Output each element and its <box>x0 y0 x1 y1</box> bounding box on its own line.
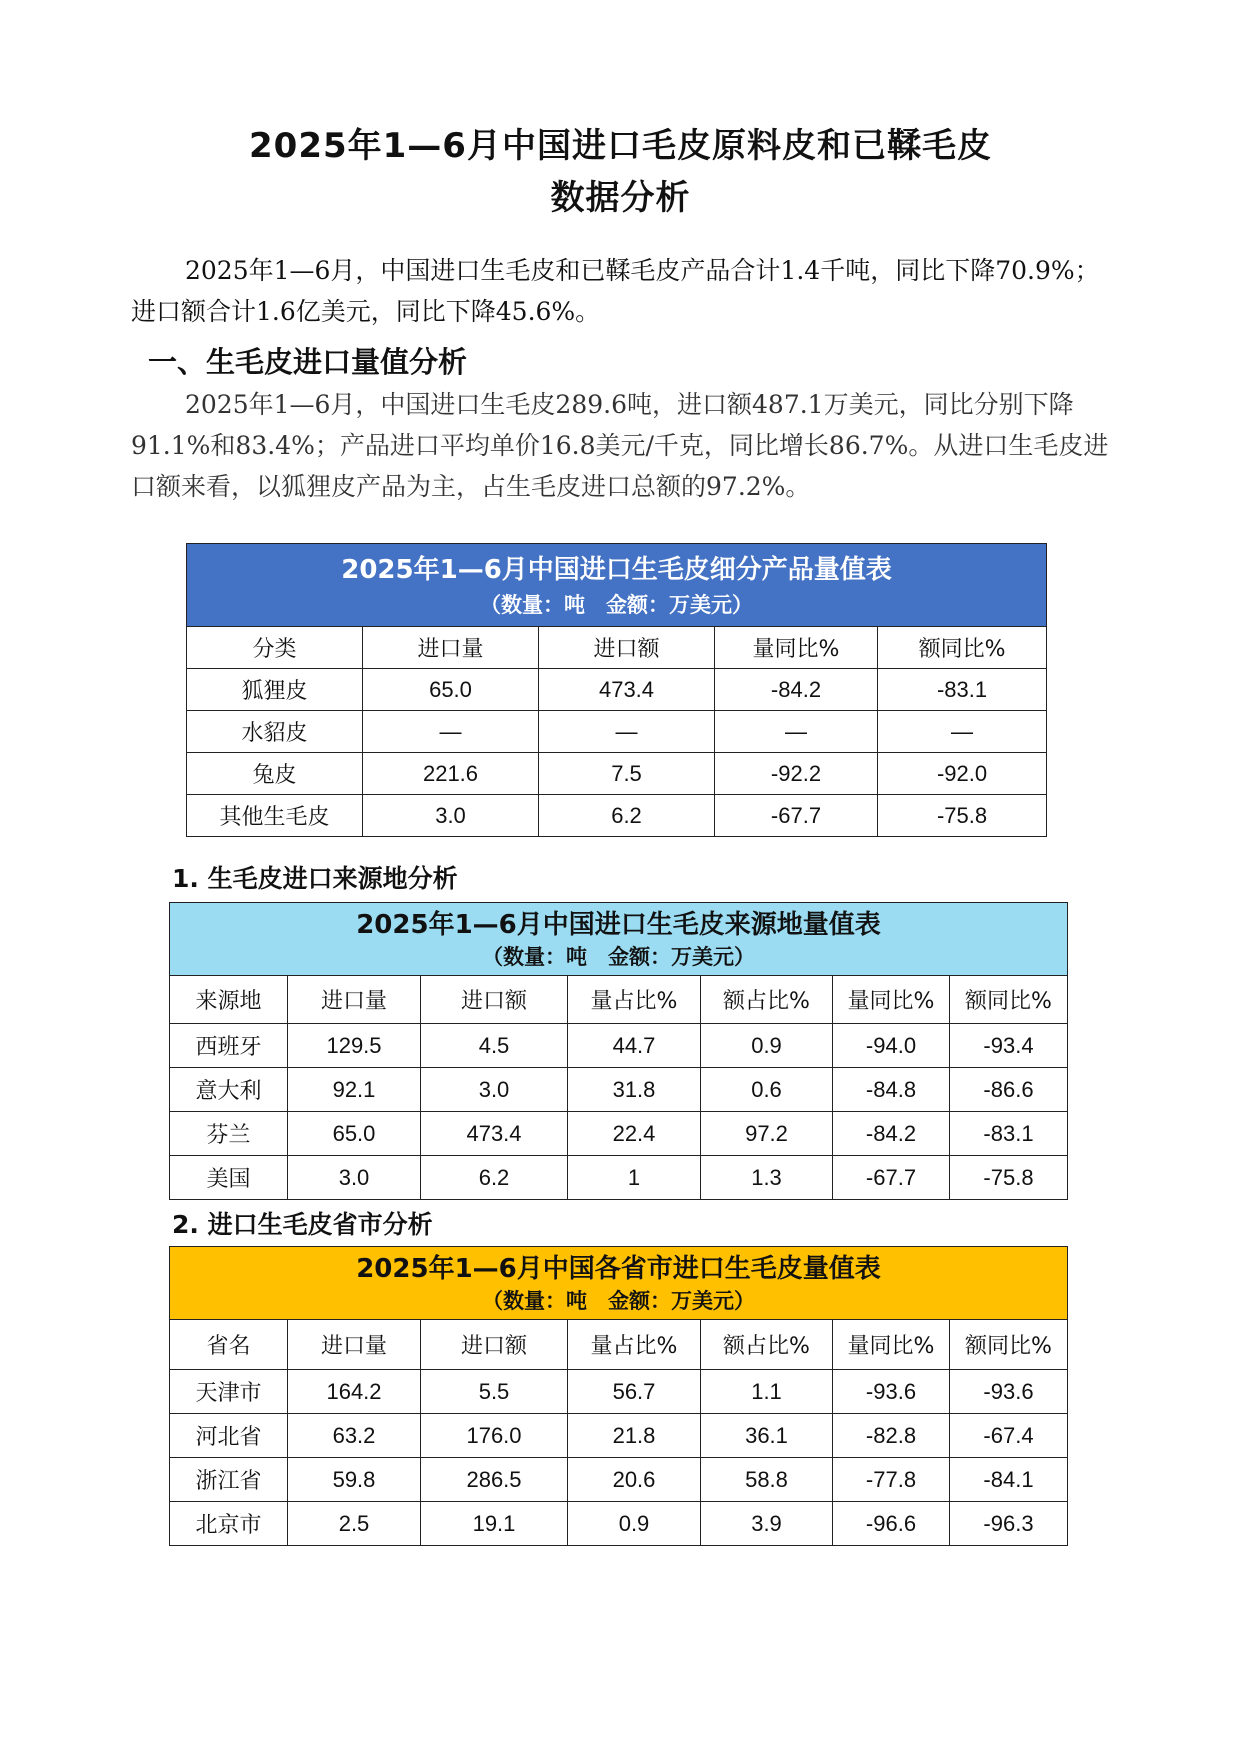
table-row <box>170 1370 1068 1414</box>
table1-header: 额同比% <box>878 627 1047 669</box>
table-row <box>187 753 1047 795</box>
table2-cell: -84.2 <box>833 1112 950 1156</box>
table-row <box>187 795 1047 837</box>
table2-cell: 美国 <box>170 1156 288 1200</box>
table3-cell: 2.5 <box>288 1502 421 1546</box>
table2-cell: 西班牙 <box>170 1024 288 1068</box>
table1-cell: — <box>363 711 539 753</box>
table3-cell: 59.8 <box>288 1458 421 1502</box>
table3-header: 额同比% <box>950 1320 1068 1370</box>
table2-caption <box>170 903 1068 976</box>
table1-cell: -83.1 <box>878 669 1047 711</box>
table1-subtitle: （数量：吨 金额：万美元） <box>480 593 754 617</box>
table1-header: 量同比% <box>715 627 878 669</box>
table-row <box>170 1112 1068 1156</box>
table2-cell: 97.2 <box>701 1112 833 1156</box>
table3-cell: 3.9 <box>701 1502 833 1546</box>
table3-cell: -93.6 <box>950 1370 1068 1414</box>
table2-cell: 129.5 <box>288 1024 421 1068</box>
table1-cell: 473.4 <box>539 669 715 711</box>
table3-cell: 浙江省 <box>170 1458 288 1502</box>
table3-cell: 河北省 <box>170 1414 288 1458</box>
table-row <box>170 1156 1068 1200</box>
table3-cell: -93.6 <box>833 1370 950 1414</box>
section1-heading: 一、生毛皮进口量值分析 <box>148 345 468 379</box>
table1-cell: -67.7 <box>715 795 878 837</box>
table2-cell: -84.8 <box>833 1068 950 1112</box>
table-row <box>170 1414 1068 1458</box>
table1-cell: — <box>878 711 1047 753</box>
table2-header: 量占比% <box>568 976 701 1024</box>
table3-cell: 21.8 <box>568 1414 701 1458</box>
table2-subtitle: （数量：吨 金额：万美元） <box>482 945 755 969</box>
table3-cell: -84.1 <box>950 1458 1068 1502</box>
table1-cell: -92.0 <box>878 753 1047 795</box>
province-table <box>169 1246 1068 1546</box>
table3-cell: -96.3 <box>950 1502 1068 1546</box>
table3-header: 进口额 <box>421 1320 568 1370</box>
table3-cell: -82.8 <box>833 1414 950 1458</box>
table1-cell: 6.2 <box>539 795 715 837</box>
table1-cell: 7.5 <box>539 753 715 795</box>
table1-cell: -75.8 <box>878 795 1047 837</box>
table1-header: 分类 <box>187 627 363 669</box>
table3-cell: 19.1 <box>421 1502 568 1546</box>
table3-cell: 20.6 <box>568 1458 701 1502</box>
table2-cell: -86.6 <box>950 1068 1068 1112</box>
table3-header: 额占比% <box>701 1320 833 1370</box>
table2-cell: 1.3 <box>701 1156 833 1200</box>
table2-header: 额同比% <box>950 976 1068 1024</box>
table2-cell: 3.0 <box>421 1068 568 1112</box>
table2-header: 进口量 <box>288 976 421 1024</box>
table3-cell: 56.7 <box>568 1370 701 1414</box>
table3-header: 量同比% <box>833 1320 950 1370</box>
document-title-line2: 数据分析 <box>550 178 691 218</box>
subsection1-heading: 1. 生毛皮进口来源地分析 <box>172 864 458 893</box>
table1-cell: 兔皮 <box>187 753 363 795</box>
table3-subtitle: （数量：吨 金额：万美元） <box>482 1289 755 1313</box>
table2-cell: 44.7 <box>568 1024 701 1068</box>
table2-header: 进口额 <box>421 976 568 1024</box>
table1-cell: — <box>715 711 878 753</box>
table2-header: 来源地 <box>170 976 288 1024</box>
table3-cell: 58.8 <box>701 1458 833 1502</box>
table1-caption <box>187 544 1047 627</box>
table3-title: 2025年1—6月中国各省市进口生毛皮量值表 <box>356 1254 881 1284</box>
table1-cell: 狐狸皮 <box>187 669 363 711</box>
table3-cell: -96.6 <box>833 1502 950 1546</box>
table2-cell: 0.6 <box>701 1068 833 1112</box>
table2-cell: 芬兰 <box>170 1112 288 1156</box>
table2-header: 额占比% <box>701 976 833 1024</box>
table2-cell: 473.4 <box>421 1112 568 1156</box>
table3-cell: 36.1 <box>701 1414 833 1458</box>
table3-header: 进口量 <box>288 1320 421 1370</box>
table2-cell: -93.4 <box>950 1024 1068 1068</box>
table2-cell: 92.1 <box>288 1068 421 1112</box>
table3-header: 量占比% <box>568 1320 701 1370</box>
product-breakdown-table <box>186 543 1047 837</box>
table2-cell: -67.7 <box>833 1156 950 1200</box>
table3-header: 省名 <box>170 1320 288 1370</box>
table2-cell: 0.9 <box>701 1024 833 1068</box>
table2-cell: 1 <box>568 1156 701 1200</box>
table1-cell: 3.0 <box>363 795 539 837</box>
table2-header: 量同比% <box>833 976 950 1024</box>
table1-cell: — <box>539 711 715 753</box>
table2-cell: 65.0 <box>288 1112 421 1156</box>
table-row <box>170 1024 1068 1068</box>
table2-cell: 22.4 <box>568 1112 701 1156</box>
table3-cell: -67.4 <box>950 1414 1068 1458</box>
table3-cell: 164.2 <box>288 1370 421 1414</box>
table-row <box>170 1068 1068 1112</box>
intro-paragraph: 2025年1—6月，中国进口生毛皮和已鞣毛皮产品合计1.4千吨，同比下降70.9%；进口额合计1.6亿美元，同比下降45.6%。 <box>131 256 1100 326</box>
section1-paragraph: 2025年1—6月，中国进口生毛皮289.6吨，进口额487.1万美元，同比分别下降91.1%和83.4%；产品进口平均单价16.8美元/千克，同比增长86.7%。从进口生毛皮进口额来看，以狐狸皮产品为主，占生毛皮进口总额的97.2%。 <box>131 390 1109 501</box>
table1-header: 进口量 <box>363 627 539 669</box>
table3-cell: 5.5 <box>421 1370 568 1414</box>
table3-cell: 北京市 <box>170 1502 288 1546</box>
table-row <box>187 669 1047 711</box>
table1-cell: 65.0 <box>363 669 539 711</box>
table1-header: 进口额 <box>539 627 715 669</box>
table-row <box>170 1458 1068 1502</box>
table2-cell: 4.5 <box>421 1024 568 1068</box>
table-row <box>170 1502 1068 1546</box>
origin-country-table <box>169 902 1068 1200</box>
table1-cell: 水貂皮 <box>187 711 363 753</box>
table3-cell: 286.5 <box>421 1458 568 1502</box>
table-row <box>187 711 1047 753</box>
table3-cell: 0.9 <box>568 1502 701 1546</box>
table1-cell: -84.2 <box>715 669 878 711</box>
table1-title: 2025年1—6月中国进口生毛皮细分产品量值表 <box>341 555 892 585</box>
table2-cell: 意大利 <box>170 1068 288 1112</box>
document-title-line1: 2025年1—6月中国进口毛皮原料皮和已鞣毛皮 <box>249 126 992 166</box>
table2-title: 2025年1—6月中国进口生毛皮来源地量值表 <box>356 910 881 940</box>
table3-caption <box>170 1247 1068 1320</box>
table2-cell: -83.1 <box>950 1112 1068 1156</box>
subsection2-heading: 2. 进口生毛皮省市分析 <box>172 1210 433 1239</box>
table3-cell: 176.0 <box>421 1414 568 1458</box>
table2-cell: 6.2 <box>421 1156 568 1200</box>
table3-cell: -77.8 <box>833 1458 950 1502</box>
table2-cell: -94.0 <box>833 1024 950 1068</box>
table1-cell: 221.6 <box>363 753 539 795</box>
table2-cell: -75.8 <box>950 1156 1068 1200</box>
table2-cell: 31.8 <box>568 1068 701 1112</box>
table1-cell: -92.2 <box>715 753 878 795</box>
table3-cell: 天津市 <box>170 1370 288 1414</box>
table3-cell: 63.2 <box>288 1414 421 1458</box>
table3-cell: 1.1 <box>701 1370 833 1414</box>
table1-cell: 其他生毛皮 <box>187 795 363 837</box>
table2-cell: 3.0 <box>288 1156 421 1200</box>
